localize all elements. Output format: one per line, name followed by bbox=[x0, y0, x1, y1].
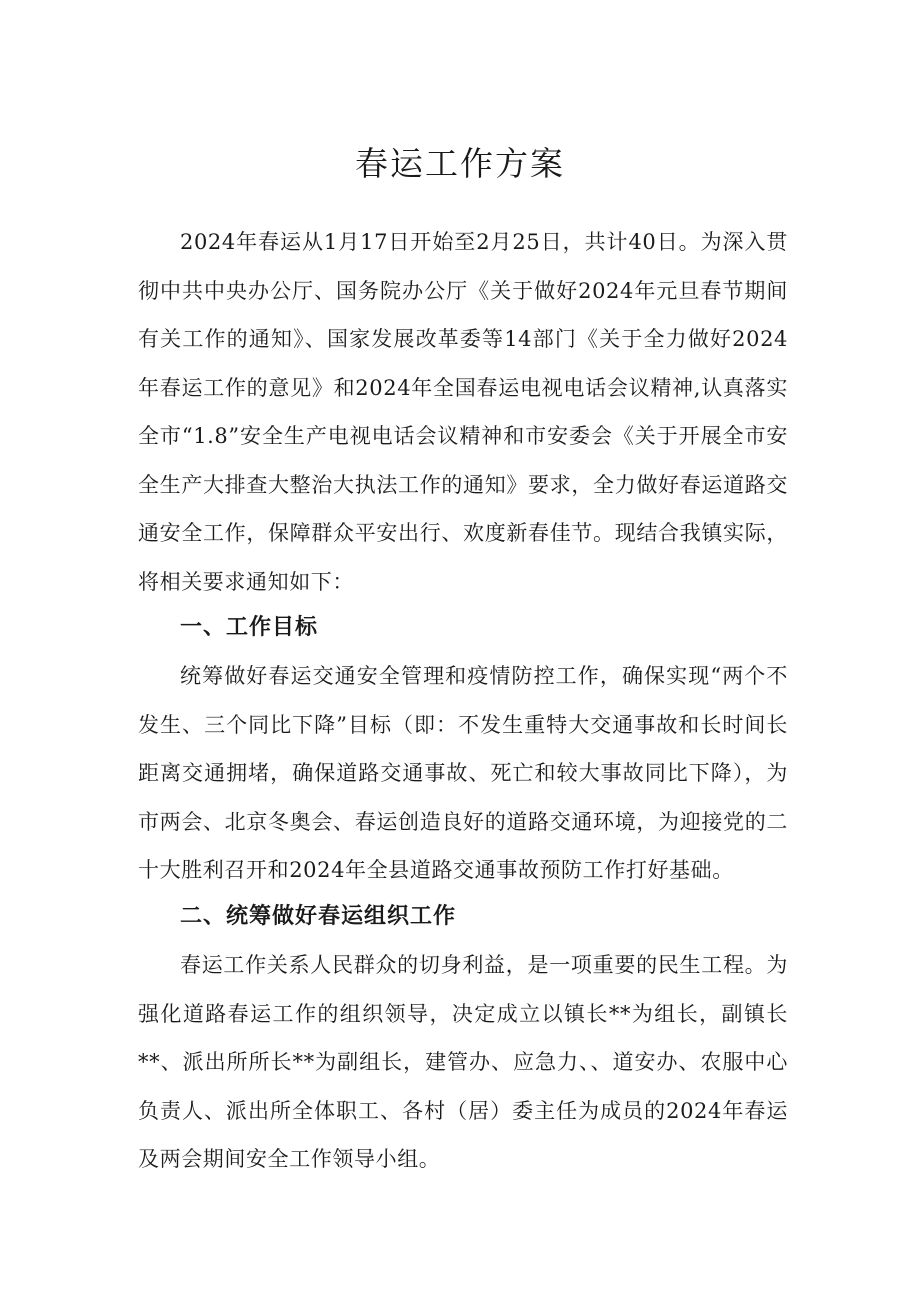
section-paragraph-organization: 春运工作关系人民群众的切身利益，是一项重要的民生工程。为强化道路春运工作的组织领导，决定成立以镇长**为组长，副镇长**、派出所所长**为副组长，建管办、应急力、、道安办、农服中心负责人、派出所全体职工、各村（居）委主任为成员的2024年春运及两会期间安全工作领导小组。 bbox=[138, 953, 788, 1171]
section-heading-organization: 二、统筹做好春运组织工作 bbox=[180, 904, 457, 929]
section-paragraph-work-goals: 统筹做好春运交通安全管理和疫情防控工作，确保实现“两个不发生、三个同比下降”目标（即：不发生重特大交通事故和长时间长距离交通拥堵，确保道路交通事故、死亡和较大事故同比下降），为市两会、北京冬奥会、春运创造良好的道路交通环境，为迎接党的二十大胜利召开和2024年全县道路交通事故预防工作打好基础。 bbox=[138, 664, 788, 882]
section-heading-work-goals: 一、工作目标 bbox=[180, 615, 319, 640]
intro-paragraph: 2024年春运从1月17日开始至2月25日，共计40日。为深入贯彻中共中央办公厅、国务院办公厅《关于做好2024年元旦春节期间有关工作的通知》、国家发展改革委等14部门《关于全力做好2024年春运工作的意见》和2024年全国春运电视电话会议精神,认真落实全市“1.8”安全生产电视电话会议精神和市安委会《关于开展全市安全生产大排查大整治大执法工作的通知》要求，全力做好春运道路交通安全工作，保障群众平安出行、欢度新春佳节。现结合我镇实际，将相关要求通知如下： bbox=[138, 230, 788, 594]
document-title: 春运工作方案 bbox=[355, 144, 565, 183]
